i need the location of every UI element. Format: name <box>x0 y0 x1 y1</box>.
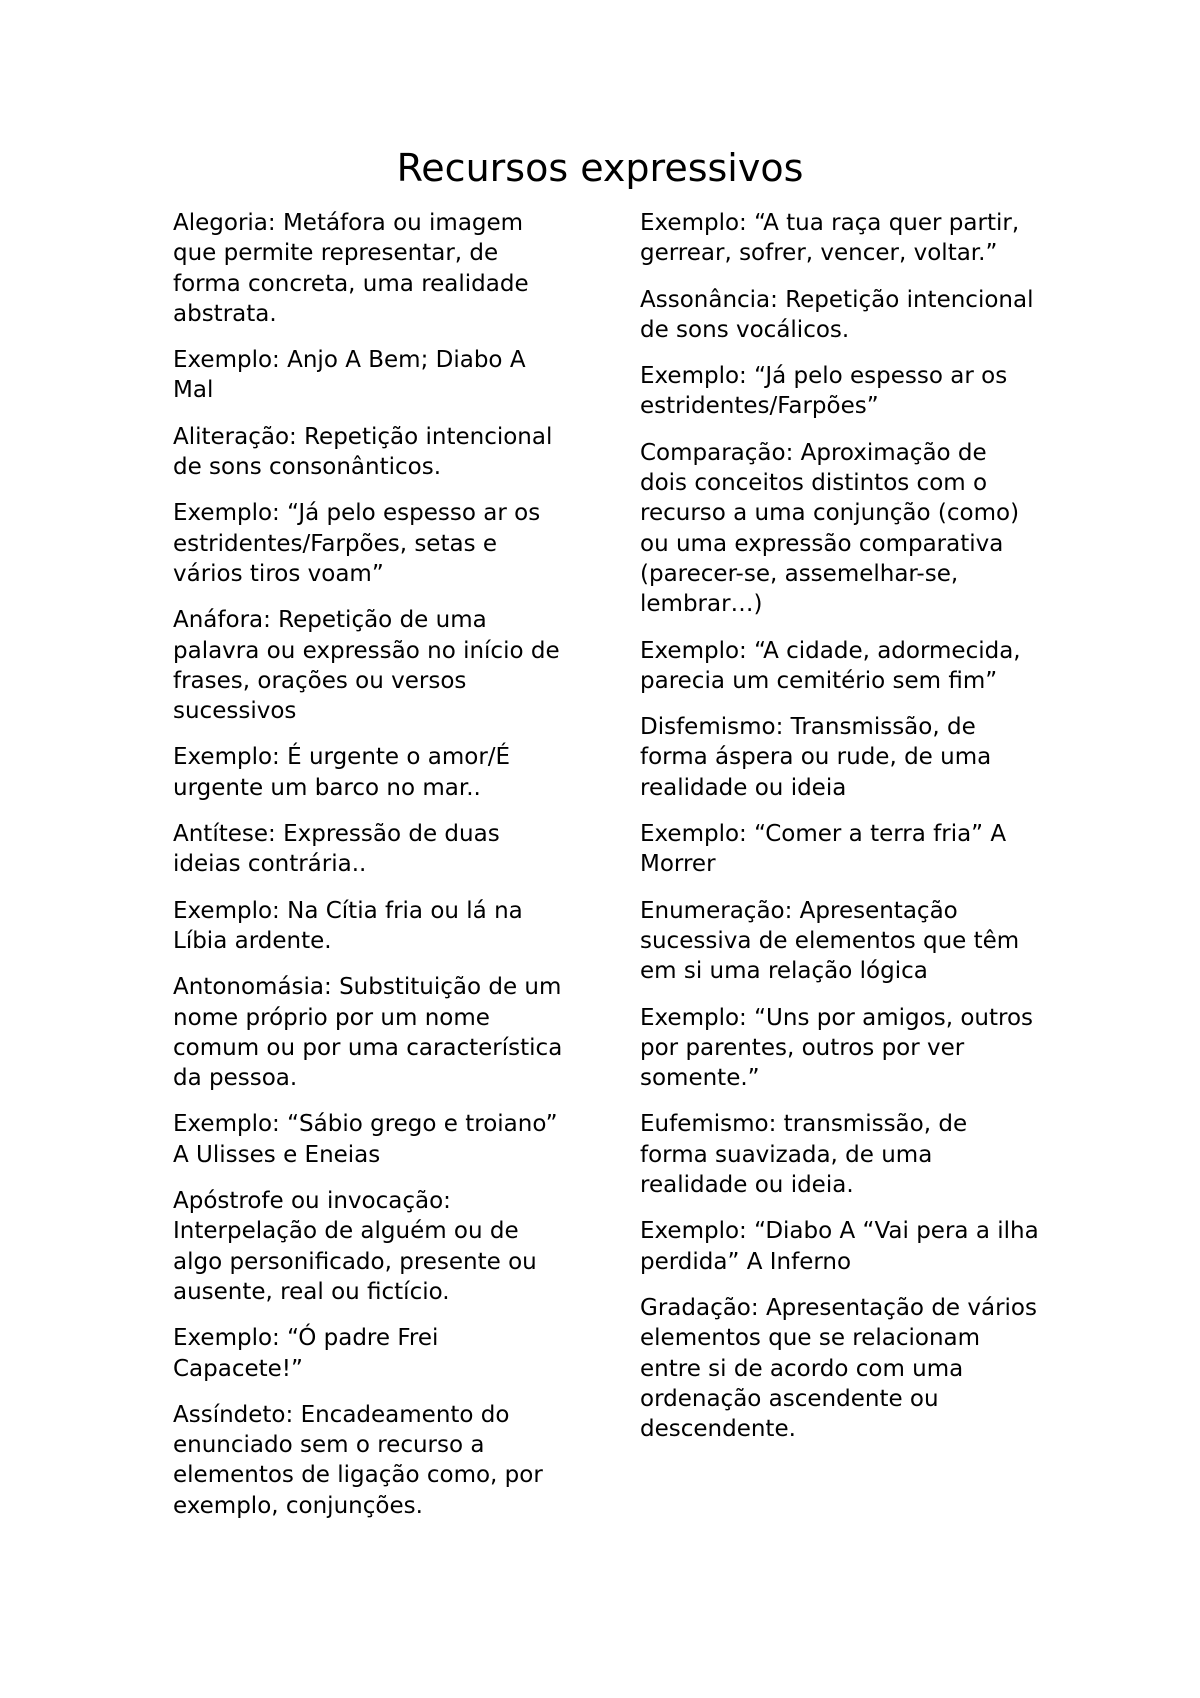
paragraph: Eufemismo: transmissão, de forma suavizada, de uma realidade ou ideia. <box>640 1111 968 1199</box>
paragraph: Antítese: Expressão de duas ideias contrária.. <box>173 821 500 878</box>
paragraph: Exemplo: Na Cítia fria ou lá na Líbia ardente. <box>173 897 523 954</box>
paragraph: Exemplo: “A cidade, adormecida, parecia um cemitério sem fim” <box>640 637 1021 694</box>
paragraph: Exemplo: “Ó padre Frei Capacete!” <box>173 1325 439 1382</box>
right-column <box>640 208 1040 1460</box>
paragraph: Disfemismo: Transmissão, de forma áspera ou rude, de uma realidade ou ideia <box>640 714 992 801</box>
paragraph: Exemplo: É urgente o amor/É urgente um barco no mar.. <box>173 744 511 801</box>
paragraph: Comparação: Aproximação de dois conceitos distintos com o recurso a uma conjunção (como) ou uma expressão comparativa (parecer-se, assemelhar-se, lembrar…) <box>640 439 1020 618</box>
paragraph: Antonomásia: Substituição de um nome próprio por um nome comum ou por uma característica da pessoa. <box>173 974 563 1092</box>
page-title: Recursos expressivos <box>396 146 804 190</box>
paragraph: Assíndeto: Encadeamento do enunciado sem o recurso a elementos de ligação como, por exemplo, conjunções. <box>173 1401 543 1519</box>
paragraph: Exemplo: “Diabo A “Vai pera a ilha perdida” A Inferno <box>640 1218 1039 1275</box>
paragraph: Gradação: Apresentação de vários elementos que se relacionam entre si de acordo com uma ordenação ascendente ou descendente. <box>640 1294 1037 1443</box>
paragraph: Anáfora: Repetição de uma palavra ou expressão no início de frases, orações ou versos sucessivos <box>173 607 560 725</box>
paragraph: Exemplo: “A tua raça quer partir, gerrear, sofrer, vencer, voltar.” <box>640 210 1020 267</box>
paragraph: Exemplo: “Comer a terra fria” A Morrer <box>640 821 1007 878</box>
paragraph: Alegoria: Metáfora ou imagem que permite representar, de forma concreta, uma realidade abstrata. <box>173 210 529 327</box>
paragraph: Aliteração: Repetição intencional de sons consonânticos. <box>173 423 553 481</box>
paragraph: Exemplo: “Sábio grego e troiano” A Ulisses e Eneias <box>173 1111 558 1168</box>
paragraph: Apóstrofe ou invocação: Interpelação de alguém ou de algo personificado, presente ou ausente, real ou fictício. <box>173 1188 537 1305</box>
paragraph: Exemplo: Anjo A Bem; Diabo A Mal <box>173 347 526 404</box>
paragraph: Exemplo: “Uns por amigos, outros por parentes, outros por ver somente.” <box>640 1004 1034 1092</box>
paragraph: Enumeração: Apresentação sucessiva de elementos que têm em si uma relação lógica <box>640 897 1020 985</box>
paragraph: Exemplo: “Já pelo espesso ar os estridentes/Farpões, setas e vários tiros voam” <box>173 500 541 587</box>
left-column <box>173 208 573 1537</box>
paragraph: Assonância: Repetição intencional de sons vocálicos. <box>640 286 1034 343</box>
paragraph: Exemplo: “Já pelo espesso ar os estridentes/Farpões” <box>640 363 1008 420</box>
